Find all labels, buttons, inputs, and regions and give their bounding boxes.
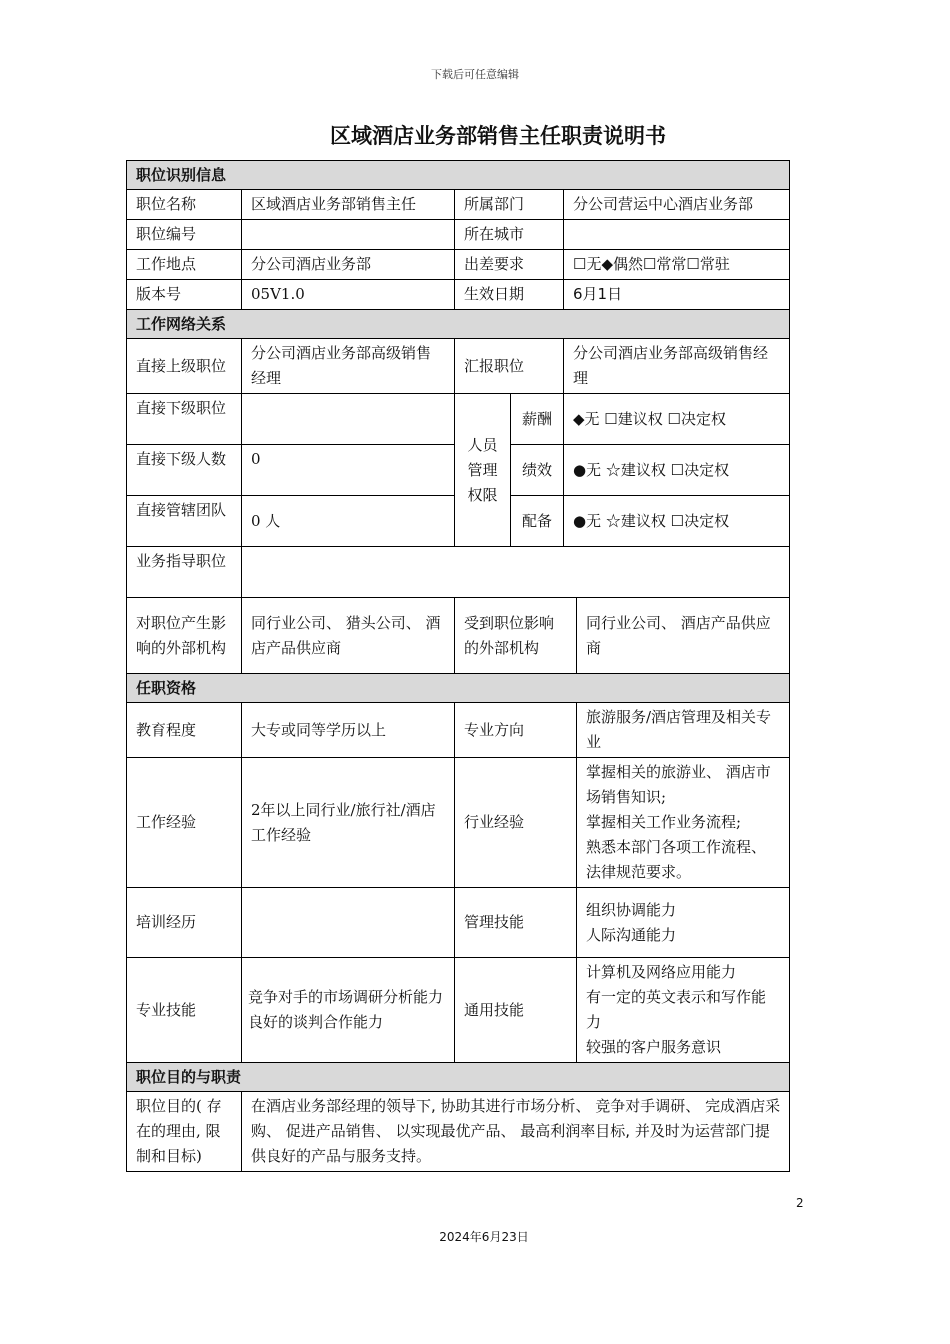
field-label: 直接下级人数	[127, 445, 242, 496]
list-item: 计算机及网络应用能力	[586, 963, 737, 981]
table-row	[127, 888, 790, 958]
field-value	[242, 547, 790, 598]
field-label: 生效日期	[455, 280, 564, 310]
field-label: 直接下级职位	[127, 394, 242, 445]
field-value: 0 人	[242, 496, 455, 547]
table-row	[127, 339, 790, 394]
section-qualification	[127, 674, 790, 703]
header-note: 下载后可任意编辑	[431, 68, 519, 81]
field-label: 工作经验	[127, 758, 242, 888]
professional-skills-list	[242, 958, 455, 1063]
authority-options: ◆无 ☐建议权 ☐决定权	[564, 394, 790, 445]
field-value: 6月1日	[564, 280, 790, 310]
list-item: 掌握相关的旅游业、 酒店市场销售知识;	[586, 763, 771, 806]
table-row	[127, 703, 790, 758]
job-description-table	[126, 160, 790, 1172]
field-label: 业务指导职位	[127, 547, 242, 598]
section-title: 工作网络关系	[127, 310, 790, 339]
field-label: 版本号	[127, 280, 242, 310]
section-purpose	[127, 1063, 790, 1092]
field-label: 专业技能	[127, 958, 242, 1063]
field-label: 绩效	[511, 445, 564, 496]
field-value	[242, 220, 455, 250]
field-value: 分公司营运中心酒店业务部	[564, 190, 790, 220]
authority-options: ●无 ☆建议权 ☐决定权	[564, 445, 790, 496]
field-value: 分公司酒店业务部高级销售经理	[564, 339, 790, 394]
field-label: 汇报职位	[455, 339, 564, 394]
footer-date: 2024年6月23日	[439, 1230, 529, 1244]
field-value: 同行业公司、 酒店产品供应商	[577, 598, 790, 674]
list-item: 人际沟通能力	[586, 925, 677, 944]
page-number: 2	[796, 1196, 804, 1210]
field-label: 配备	[511, 496, 564, 547]
management-skills-list	[577, 888, 790, 958]
field-label: 职位名称	[127, 190, 242, 220]
field-label: 工作地点	[127, 250, 242, 280]
field-value: 区域酒店业务部销售主任	[242, 190, 455, 220]
field-value	[242, 888, 455, 958]
general-skills-list	[577, 958, 790, 1063]
field-value: 旅游服务/酒店管理及相关专业	[577, 703, 790, 758]
table-row	[127, 280, 790, 310]
section-title: 职位识别信息	[127, 161, 790, 190]
list-item: 竞争对手的市场调研分析能力	[248, 988, 444, 1006]
field-label: 薪酬	[511, 394, 564, 445]
field-label: 教育程度	[127, 703, 242, 758]
field-label: 出差要求	[455, 250, 564, 280]
section-title: 职位目的与职责	[127, 1063, 790, 1092]
field-label: 受到职位影响的外部机构	[455, 598, 577, 674]
purpose-text: 在酒店业务部经理的领导下, 协助其进行市场分析、 竞争对手调研、 完成酒店采购、 促进产品销售、 以实现最优产品、 最高利润率目标, 并及时为运营部门提供良好的产品与服务支持。	[242, 1092, 790, 1172]
field-value: 0	[242, 445, 455, 496]
field-value: 同行业公司、 猎头公司、 酒店产品供应商	[242, 598, 455, 674]
field-value: 分公司酒店业务部高级销售经理	[242, 339, 455, 394]
field-label: 专业方向	[455, 703, 577, 758]
table-row	[127, 1092, 790, 1172]
field-label: 对职位产生影响的外部机构	[127, 598, 242, 674]
list-item: 有一定的英文表示和写作能力	[586, 988, 767, 1031]
field-label: 职位目的( 存在的理由, 限制和目标)	[127, 1092, 242, 1172]
field-label: 职位编号	[127, 220, 242, 250]
travel-options: ☐无◆偶然☐常常☐常驻	[564, 250, 790, 280]
field-label: 培训经历	[127, 888, 242, 958]
table-row	[127, 250, 790, 280]
section-identification	[127, 161, 790, 190]
document-title: 区域酒店业务部销售主任职责说明书	[330, 124, 666, 148]
field-label: 所在城市	[455, 220, 564, 250]
field-label: 通用技能	[455, 958, 577, 1063]
field-label: 所属部门	[455, 190, 564, 220]
section-network	[127, 310, 790, 339]
field-value	[242, 394, 455, 445]
table-row	[127, 547, 790, 598]
table-row	[127, 598, 790, 674]
authority-label: 人员管理权限	[455, 394, 511, 547]
field-label: 管理技能	[455, 888, 577, 958]
list-item: 掌握相关工作业务流程;	[586, 813, 742, 831]
authority-options: ●无 ☆建议权 ☐决定权	[564, 496, 790, 547]
list-item: 熟悉本部门各项工作流程、 法律规范要求。	[586, 838, 767, 881]
list-item: 较强的客户服务意识	[586, 1038, 722, 1056]
field-label: 行业经验	[455, 758, 577, 888]
field-value: 大专或同等学历以上	[242, 703, 455, 758]
list-item: 良好的谈判合作能力	[248, 1013, 384, 1031]
table-row	[127, 190, 790, 220]
table-row	[127, 758, 790, 888]
table-row	[127, 220, 790, 250]
industry-experience-list	[577, 758, 790, 888]
table-row	[127, 958, 790, 1063]
field-value: 05V1.0	[242, 280, 455, 310]
field-value: 2年以上同行业/旅行社/酒店工作经验	[242, 758, 455, 888]
field-value	[564, 220, 790, 250]
field-label: 直接管辖团队	[127, 496, 242, 547]
field-value: 分公司酒店业务部	[242, 250, 455, 280]
section-title: 任职资格	[127, 674, 790, 703]
field-label: 直接上级职位	[127, 339, 242, 394]
list-item: 组织协调能力	[586, 900, 677, 919]
table-row	[127, 394, 790, 445]
